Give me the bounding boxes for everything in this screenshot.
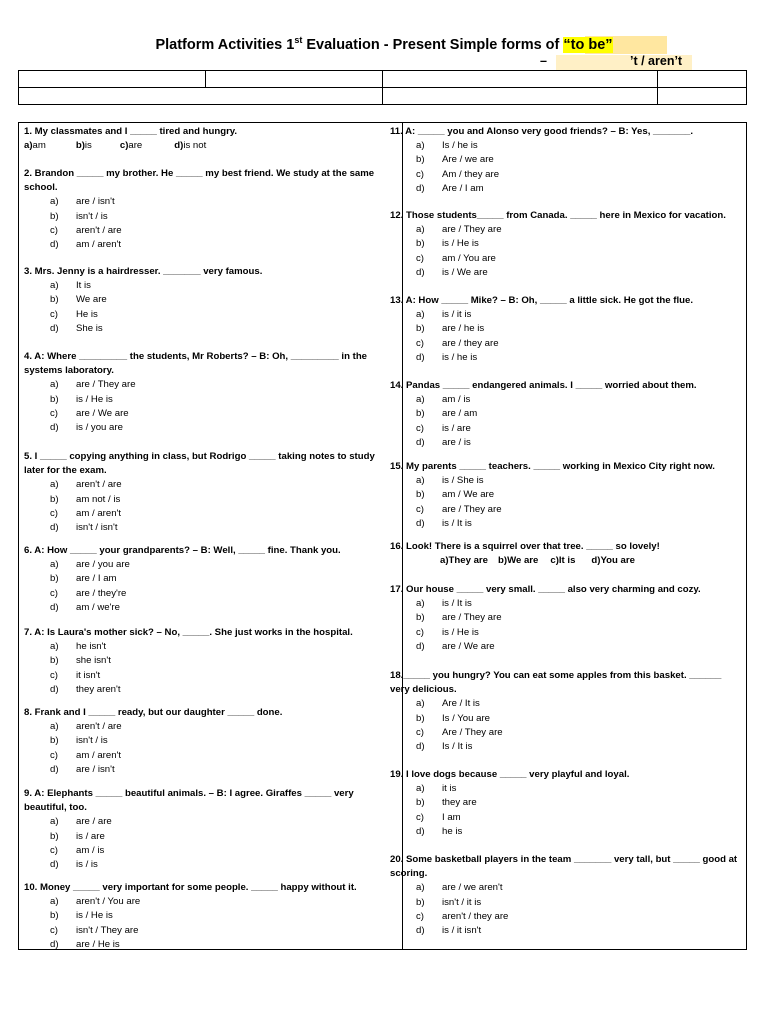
question-text: 12. Those students_____ from Canada. _____ here in Mexico for vacation. bbox=[390, 210, 726, 221]
answer-option[interactable] bbox=[174, 139, 206, 153]
option-letter: d) bbox=[416, 351, 425, 363]
questions-box bbox=[18, 122, 747, 950]
option-text: I am bbox=[442, 811, 461, 823]
question bbox=[24, 125, 376, 153]
answer-option[interactable] bbox=[390, 881, 742, 895]
subtitle-text: ’t / aren’t bbox=[630, 54, 683, 68]
answer-option[interactable] bbox=[24, 572, 376, 586]
answer-option[interactable] bbox=[24, 830, 376, 844]
info-cell[interactable] bbox=[658, 88, 747, 105]
option-text: is not bbox=[183, 140, 207, 152]
answer-option[interactable] bbox=[591, 554, 635, 568]
question bbox=[24, 626, 376, 697]
option-text: Is / You are bbox=[442, 712, 491, 724]
option-text: am / is bbox=[76, 844, 105, 856]
option-text: is / are bbox=[76, 830, 105, 842]
option-letter: b) bbox=[50, 210, 59, 222]
option-letter: a) bbox=[50, 559, 59, 571]
info-cell[interactable] bbox=[206, 71, 383, 88]
option-text: Are / It is bbox=[442, 698, 480, 710]
answer-option[interactable] bbox=[390, 422, 742, 436]
answer-option[interactable] bbox=[390, 407, 742, 421]
answer-option[interactable] bbox=[440, 554, 488, 568]
option-text: isn't / is bbox=[76, 210, 108, 222]
option-text: aren't / are bbox=[76, 721, 122, 733]
option-text: He is bbox=[76, 308, 98, 320]
option-letter: c) bbox=[119, 140, 129, 152]
option-letter: c) bbox=[50, 308, 58, 320]
question bbox=[390, 768, 742, 839]
question-text: 14. Pandas _____ endangered animals. I _____ worried about them. bbox=[390, 380, 697, 391]
option-text: he is bbox=[442, 825, 463, 837]
answer-option[interactable] bbox=[24, 210, 376, 224]
option-text: they aren't bbox=[76, 683, 121, 695]
answer-option[interactable] bbox=[24, 279, 376, 293]
option-letter: d) bbox=[50, 683, 59, 695]
answer-option[interactable] bbox=[390, 517, 742, 531]
subtitle-dash: – bbox=[540, 54, 547, 68]
option-letter: a) bbox=[416, 783, 425, 795]
answer-option[interactable] bbox=[24, 844, 376, 858]
answer-option[interactable] bbox=[120, 139, 142, 153]
answer-option[interactable] bbox=[24, 640, 376, 654]
answer-option[interactable] bbox=[24, 683, 376, 697]
answer-option[interactable] bbox=[390, 322, 742, 336]
question-text: 9. A: Elephants _____ beautiful animals. – B: I agree. Giraffes _____ very beautiful, too. bbox=[24, 788, 354, 814]
question bbox=[24, 450, 376, 535]
option-letter: a) bbox=[50, 379, 59, 391]
option-text: am bbox=[32, 140, 46, 152]
option-text: am / aren't bbox=[76, 239, 122, 251]
answer-option[interactable] bbox=[390, 626, 742, 640]
option-text: is / you are bbox=[76, 422, 123, 434]
option-letter: d) bbox=[50, 859, 59, 871]
answer-option[interactable] bbox=[390, 811, 742, 825]
option-text: is / It is bbox=[442, 517, 472, 529]
option-text: Are / They are bbox=[442, 726, 503, 738]
option-letter: b) bbox=[416, 797, 425, 809]
option-text: are / they are bbox=[442, 337, 499, 349]
option-text: isn't / isn't bbox=[76, 522, 118, 534]
option-letter: a) bbox=[50, 280, 59, 292]
option-letter: b) bbox=[498, 555, 508, 567]
option-letter: a) bbox=[416, 882, 425, 894]
answer-option[interactable] bbox=[24, 815, 376, 829]
option-letter: c) bbox=[416, 626, 424, 638]
option-letter: a) bbox=[416, 140, 425, 152]
option-text: isn't / it is bbox=[442, 896, 482, 908]
answer-option[interactable] bbox=[390, 436, 742, 450]
option-text: It is bbox=[558, 555, 576, 567]
answer-option[interactable] bbox=[24, 909, 376, 923]
answer-option[interactable] bbox=[24, 139, 46, 153]
info-cell[interactable] bbox=[658, 71, 747, 88]
answer-option[interactable] bbox=[390, 393, 742, 407]
option-letter: b) bbox=[416, 489, 425, 501]
option-letter: a) bbox=[416, 698, 425, 710]
option-letter: c) bbox=[50, 749, 58, 761]
option-text: are bbox=[128, 140, 143, 152]
option-letter: b) bbox=[75, 140, 85, 152]
answer-option[interactable] bbox=[390, 308, 742, 322]
option-text: is / is bbox=[76, 859, 98, 871]
option-text: is / He is bbox=[76, 393, 113, 405]
question bbox=[390, 460, 742, 531]
option-text: is / it isn't bbox=[442, 925, 482, 937]
question bbox=[24, 706, 376, 777]
answer-option[interactable] bbox=[390, 351, 742, 365]
answer-option[interactable] bbox=[24, 587, 376, 601]
option-letter: d) bbox=[416, 825, 425, 837]
option-letter: d) bbox=[416, 741, 425, 753]
option-text: isn't / is bbox=[76, 735, 108, 747]
option-text: are / They are bbox=[442, 612, 502, 624]
info-cell[interactable] bbox=[19, 71, 206, 88]
answer-option[interactable] bbox=[390, 337, 742, 351]
answer-option[interactable] bbox=[390, 252, 742, 266]
option-letter: d) bbox=[591, 555, 601, 567]
question bbox=[390, 583, 742, 654]
answer-option[interactable] bbox=[390, 924, 742, 938]
option-text: Are / we are bbox=[442, 154, 494, 166]
option-text: is / He is bbox=[442, 238, 479, 250]
answer-option[interactable] bbox=[24, 720, 376, 734]
option-text: he isn't bbox=[76, 641, 107, 653]
option-letter: d) bbox=[50, 522, 59, 534]
answer-option[interactable] bbox=[24, 378, 376, 392]
option-letter: c) bbox=[50, 844, 58, 856]
question-text: 3. Mrs. Jenny is a hairdresser. _______ very famous. bbox=[24, 266, 263, 277]
question-text: 18._____ you hungry? You can eat some apples from this basket. ______ very delicious. bbox=[390, 670, 722, 696]
answer-option[interactable] bbox=[390, 266, 742, 280]
option-letter: b) bbox=[50, 493, 59, 505]
answer-option[interactable] bbox=[24, 322, 376, 336]
option-letter: c) bbox=[416, 422, 424, 434]
option-letter: a) bbox=[416, 309, 425, 321]
option-letter: d) bbox=[416, 436, 425, 448]
answer-option[interactable] bbox=[390, 153, 742, 167]
option-text: are / you are bbox=[76, 559, 130, 571]
question bbox=[24, 350, 376, 435]
answer-option[interactable] bbox=[390, 796, 742, 810]
option-letter: b) bbox=[416, 712, 425, 724]
answer-option[interactable] bbox=[76, 139, 92, 153]
option-text: are / We are bbox=[442, 640, 495, 652]
option-text: are / They are bbox=[76, 379, 136, 391]
option-letter: a) bbox=[50, 896, 59, 908]
option-text: is / it is bbox=[442, 309, 472, 321]
option-letter: d) bbox=[416, 182, 425, 194]
answer-option[interactable] bbox=[390, 910, 742, 924]
question bbox=[390, 379, 742, 450]
answer-option[interactable] bbox=[390, 223, 742, 237]
option-letter: d) bbox=[50, 422, 59, 434]
answer-option[interactable] bbox=[390, 697, 742, 711]
answer-option[interactable] bbox=[390, 896, 742, 910]
option-text: are / we aren't bbox=[442, 882, 503, 894]
answer-option[interactable] bbox=[24, 654, 376, 668]
option-text: aren't / they are bbox=[442, 910, 509, 922]
option-letter: d) bbox=[416, 640, 425, 652]
question-text: 7. A: Is Laura's mother sick? – No, _____. She just works in the hospital. bbox=[24, 627, 353, 638]
question-text: 4. A: Where _________ the students, Mr Roberts? – B: Oh, _________ in the systems laboratory. bbox=[24, 351, 368, 377]
answer-option[interactable] bbox=[498, 554, 538, 568]
title-prefix: Platform Activities 1 bbox=[155, 36, 295, 53]
option-text: are / he is bbox=[442, 323, 485, 335]
answer-option[interactable] bbox=[390, 168, 742, 182]
option-letter: c) bbox=[50, 587, 58, 599]
answer-option[interactable] bbox=[390, 488, 742, 502]
option-letter: a) bbox=[440, 555, 449, 567]
question bbox=[24, 544, 376, 615]
option-text: is / He is bbox=[442, 626, 479, 638]
question bbox=[24, 787, 376, 872]
answer-option[interactable] bbox=[24, 601, 376, 615]
option-text: is / He is bbox=[76, 910, 113, 922]
answer-option[interactable] bbox=[390, 740, 742, 754]
answer-option[interactable] bbox=[24, 938, 376, 952]
answer-option[interactable] bbox=[24, 478, 376, 492]
question-text: 20. Some basketball players in the team _______ very tall, but _____ good at scoring. bbox=[390, 854, 738, 880]
answer-option[interactable] bbox=[24, 407, 376, 421]
option-text: are / isn't bbox=[76, 196, 115, 208]
question-text: 1. My classmates and I _____ tired and hungry. bbox=[24, 126, 238, 137]
option-letter: d) bbox=[50, 938, 59, 950]
answer-option[interactable] bbox=[24, 293, 376, 307]
answer-option[interactable] bbox=[24, 734, 376, 748]
option-text: are / I am bbox=[76, 573, 117, 585]
option-text: are / are bbox=[76, 816, 112, 828]
title-middle: Evaluation - Present Simple forms of bbox=[302, 36, 564, 53]
page-title bbox=[0, 35, 768, 53]
answer-option[interactable] bbox=[550, 554, 575, 568]
option-text: She is bbox=[76, 322, 103, 334]
option-letter: d) bbox=[416, 925, 425, 937]
option-text: are / He is bbox=[76, 938, 120, 950]
option-letter: b) bbox=[416, 238, 425, 250]
answer-option[interactable] bbox=[24, 558, 376, 572]
option-text: Is / It is bbox=[442, 741, 473, 753]
answer-option[interactable] bbox=[24, 421, 376, 435]
option-letter: c) bbox=[50, 224, 58, 236]
answer-option[interactable] bbox=[390, 237, 742, 251]
option-text: It is bbox=[76, 280, 91, 292]
option-letter: a) bbox=[416, 475, 425, 487]
option-letter: c) bbox=[416, 726, 424, 738]
option-text: are / isn't bbox=[76, 763, 115, 775]
question bbox=[24, 265, 376, 336]
option-text: am / we're bbox=[76, 601, 120, 613]
option-text: They are bbox=[448, 555, 488, 567]
answer-option[interactable] bbox=[24, 669, 376, 683]
option-letter: a) bbox=[50, 479, 59, 491]
info-cell[interactable] bbox=[383, 88, 658, 105]
option-text: it isn't bbox=[76, 669, 101, 681]
question-text: 8. Frank and I _____ ready, but our daughter _____ done. bbox=[24, 707, 283, 718]
title-highlight: “to be” bbox=[563, 36, 613, 53]
option-letter: b) bbox=[50, 735, 59, 747]
option-letter: c) bbox=[416, 910, 424, 922]
option-text: am / aren't bbox=[76, 507, 122, 519]
option-text: is / he is bbox=[442, 351, 478, 363]
option-letter: c) bbox=[416, 811, 424, 823]
option-text: am / aren't bbox=[76, 749, 122, 761]
option-text: aren't / are bbox=[76, 224, 122, 236]
option-text: is bbox=[84, 140, 92, 152]
question-text: 16. Look! There is a squirrel over that tree. _____ so lovely! bbox=[390, 541, 660, 552]
option-letter: a) bbox=[416, 598, 425, 610]
option-letter: c) bbox=[50, 407, 58, 419]
answer-option[interactable] bbox=[24, 195, 376, 209]
question bbox=[390, 669, 742, 754]
option-text: it is bbox=[442, 783, 457, 795]
title-superscript: st bbox=[294, 35, 303, 45]
option-text: We are bbox=[76, 294, 107, 306]
question-text: 15. My parents _____ teachers. _____ working in Mexico City right now. bbox=[390, 461, 715, 472]
answer-option[interactable] bbox=[24, 924, 376, 938]
option-letter: b) bbox=[50, 573, 59, 585]
option-letter: c) bbox=[416, 503, 424, 515]
question-text: 2. Brandon _____ my brother. He _____ my best friend. We study at the same school. bbox=[24, 168, 375, 194]
answer-option[interactable] bbox=[390, 503, 742, 517]
answer-option[interactable] bbox=[390, 182, 742, 196]
answer-option[interactable] bbox=[24, 238, 376, 252]
option-text: You are bbox=[600, 555, 635, 567]
option-text: are / am bbox=[442, 408, 478, 420]
option-text: they are bbox=[442, 797, 477, 809]
option-letter: d) bbox=[174, 140, 184, 152]
option-letter: d) bbox=[50, 322, 59, 334]
option-letter: b) bbox=[50, 830, 59, 842]
option-letter: c) bbox=[416, 168, 424, 180]
option-letter: a) bbox=[50, 196, 59, 208]
question-text: 17. Our house _____ very small. _____ also very charming and cozy. bbox=[390, 584, 701, 595]
option-letter: c) bbox=[416, 337, 424, 349]
option-text: is / are bbox=[442, 422, 471, 434]
question bbox=[390, 294, 742, 365]
option-text: are / is bbox=[442, 436, 471, 448]
option-text: are / They are bbox=[442, 503, 502, 515]
answer-option[interactable] bbox=[24, 858, 376, 872]
answer-option[interactable] bbox=[390, 782, 742, 796]
info-cell[interactable] bbox=[383, 71, 658, 88]
answer-option[interactable] bbox=[24, 521, 376, 535]
option-letter: c) bbox=[50, 507, 58, 519]
option-text: aren't / are bbox=[76, 479, 122, 491]
option-letter: d) bbox=[50, 239, 59, 251]
option-text: are / We are bbox=[76, 407, 129, 419]
answer-option[interactable] bbox=[24, 763, 376, 777]
option-text: am / is bbox=[442, 394, 471, 406]
question bbox=[24, 167, 376, 252]
question-text: 10. Money _____ very important for some people. _____ happy without it. bbox=[24, 882, 357, 893]
info-cell[interactable] bbox=[19, 88, 383, 105]
option-letter: a) bbox=[50, 816, 59, 828]
option-text: is / It is bbox=[442, 598, 472, 610]
option-letter: b) bbox=[50, 393, 59, 405]
option-text: aren't / You are bbox=[76, 896, 141, 908]
question bbox=[390, 125, 742, 196]
option-text: am / You are bbox=[442, 252, 496, 264]
answer-option[interactable] bbox=[390, 474, 742, 488]
option-letter: b) bbox=[50, 294, 59, 306]
question bbox=[390, 209, 742, 280]
options-row bbox=[390, 554, 742, 568]
option-letter: b) bbox=[416, 154, 425, 166]
option-text: is / She is bbox=[442, 475, 484, 487]
option-text: isn't / They are bbox=[76, 924, 139, 936]
question-text: 6. A: How _____ your grandparents? – B: Well, _____ fine. Thank you. bbox=[24, 545, 341, 556]
option-text: she isn't bbox=[76, 655, 111, 667]
option-text: Are / I am bbox=[442, 182, 484, 194]
option-letter: a) bbox=[50, 641, 59, 653]
option-letter: b) bbox=[416, 408, 425, 420]
answer-option[interactable] bbox=[24, 749, 376, 763]
student-info-table bbox=[18, 70, 747, 105]
answer-option[interactable] bbox=[390, 611, 742, 625]
answer-option[interactable] bbox=[390, 640, 742, 654]
answer-option[interactable] bbox=[390, 139, 742, 153]
question bbox=[390, 853, 742, 938]
answer-option[interactable] bbox=[390, 712, 742, 726]
question-text: 5. I _____ copying anything in class, but Rodrigo _____ taking notes to study later for the exam. bbox=[24, 451, 375, 477]
option-letter: d) bbox=[416, 266, 425, 278]
option-letter: b) bbox=[416, 323, 425, 335]
question-text: 19. I love dogs because _____ very playful and loyal. bbox=[390, 769, 630, 780]
option-text: am not / is bbox=[76, 493, 121, 505]
question-text: 11. A: _____ you and Alonso very good friends? – B: Yes, _______. bbox=[390, 126, 694, 137]
option-text: We are bbox=[507, 555, 539, 567]
question-text: 13. A: How _____ Mike? – B: Oh, _____ a little sick. He got the flue. bbox=[390, 295, 694, 306]
option-letter: b) bbox=[50, 910, 59, 922]
answer-option[interactable] bbox=[390, 726, 742, 740]
option-text: are / they're bbox=[76, 587, 127, 599]
option-letter: b) bbox=[416, 612, 425, 624]
answer-option[interactable] bbox=[24, 224, 376, 238]
answer-option[interactable] bbox=[24, 308, 376, 322]
option-text: Is / he is bbox=[442, 140, 478, 152]
option-letter: b) bbox=[50, 655, 59, 667]
option-letter: d) bbox=[416, 517, 425, 529]
answer-option[interactable] bbox=[24, 493, 376, 507]
option-letter: d) bbox=[50, 763, 59, 775]
option-letter: b) bbox=[416, 896, 425, 908]
option-text: is / We are bbox=[442, 266, 488, 278]
option-letter: c) bbox=[416, 252, 424, 264]
answer-option[interactable] bbox=[24, 393, 376, 407]
options-row bbox=[24, 139, 376, 153]
option-text: Am / they are bbox=[442, 168, 500, 180]
option-letter: d) bbox=[50, 601, 59, 613]
answer-option[interactable] bbox=[390, 597, 742, 611]
answer-option[interactable] bbox=[24, 895, 376, 909]
option-letter: a) bbox=[24, 140, 33, 152]
option-letter: c) bbox=[50, 924, 58, 936]
question bbox=[24, 881, 376, 952]
option-text: am / We are bbox=[442, 489, 495, 501]
answer-option[interactable] bbox=[390, 825, 742, 839]
option-letter: c) bbox=[550, 555, 559, 567]
option-letter: c) bbox=[50, 669, 58, 681]
option-text: are / They are bbox=[442, 224, 502, 236]
option-letter: a) bbox=[50, 721, 59, 733]
option-letter: a) bbox=[416, 224, 425, 236]
option-letter: a) bbox=[416, 394, 425, 406]
answer-option[interactable] bbox=[24, 507, 376, 521]
question bbox=[390, 540, 742, 568]
